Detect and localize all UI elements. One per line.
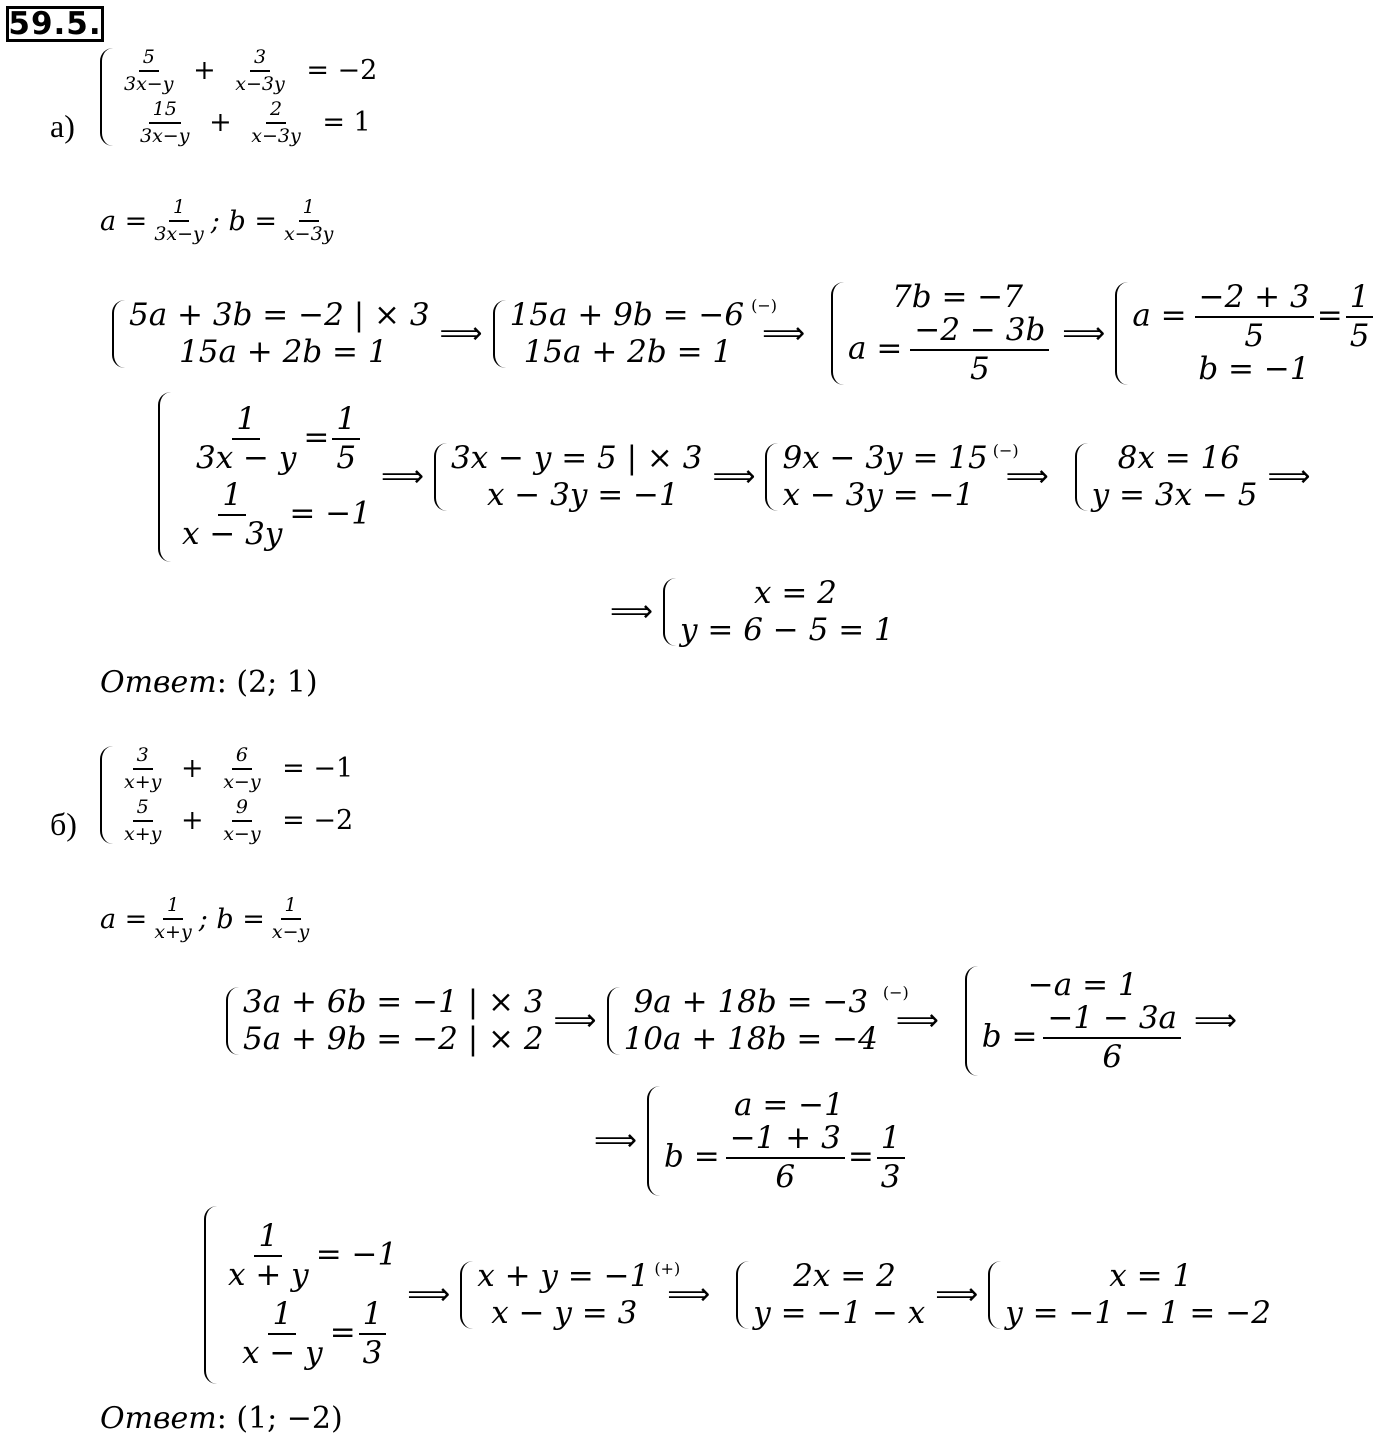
part-b-xy-chain: $\frac{1}{x + y}$ = −1 $\frac{1}{x - y}$ = $\frac{1}{3}$ ⟹ x + y = −1 x − y = 3 ⟹ (+) 2x = 2 y = −1 − x ⟹ x = 1 y = −1 − 1 = −2 bbox=[204, 1206, 1271, 1384]
add-marker: (+) bbox=[654, 1259, 681, 1278]
part-a-substitution: a = $\frac{1}{3x-y}$ ; b = $\frac{1}{x-3y}$ bbox=[100, 196, 334, 245]
implies-arrow: ⟹ bbox=[610, 594, 654, 629]
part-b-original-system: $\frac{3}{x+y}$ + $\frac{6}{x-y}$ = −1 $\frac{5}{x+y}$ + $\frac{9}{x-y}$ = −2 bbox=[100, 746, 353, 844]
part-b-linear-chain: 3a + 6b = −1 | × 3 5a + 9b = −2 | × 2 ⟹ 9a + 18b = −3 10a + 18b = −4 ⟹ (−) −a = 1 b = $\frac{-1 - 3a}{6}$ ⟹ bbox=[226, 966, 1247, 1076]
part-a-linear-chain: 5a + 3b = −2 | × 3 15a + 2b = 1 ⟹ 15a + 9b = −6 15a + 2b = 1 ⟹ (−) 7b = −7 a = $\frac{-2 - 3b}{5}$ ⟹ a = $\frac{-2 + 3}{5}$ = $\frac{1}{5}$ b = −1 bbox=[112, 282, 1376, 385]
part-a-xy-chain: $\frac{1}{3x - y}$ = $\frac{1}{5}$ $\frac{1}{x - 3y}$ = −1 ⟹ 3x − y = 5 | × 3 x − 3y = −1 ⟹ 9x − 3y = 15 x − 3y = −1 ⟹ (−) 8x = 16 y = 3x − 5 ⟹ bbox=[158, 392, 1320, 562]
implies-arrow: ⟹ bbox=[712, 459, 756, 494]
part-b-substitution: a = $\frac{1}{x+y}$ ; b = $\frac{1}{x-y}$ bbox=[100, 894, 310, 943]
part-b-ab-solution: ⟹ a = −1 b = $\frac{-1 + 3}{6}$ = $\frac{1}{3}$ bbox=[584, 1086, 908, 1196]
part-a-answer: Ответ: (2; 1) bbox=[100, 665, 318, 700]
subtract-marker: (−) bbox=[882, 983, 909, 1002]
implies-arrow: ⟹ bbox=[895, 1003, 939, 1038]
implies-arrow: ⟹ bbox=[380, 459, 424, 494]
subtract-marker: (−) bbox=[751, 295, 778, 315]
part-a-original-system: $\frac{5}{3x-y}$ + $\frac{3}{x-3y}$ = −2 $\frac{15}{3x-y}$ + $\frac{2}{x-3y}$ = 1 bbox=[100, 48, 377, 146]
implies-arrow: ⟹ bbox=[935, 1277, 979, 1312]
implies-arrow: ⟹ bbox=[1005, 459, 1049, 494]
subtract-marker: (−) bbox=[992, 441, 1019, 460]
implies-arrow: ⟹ bbox=[553, 1003, 597, 1038]
implies-arrow: ⟹ bbox=[1267, 459, 1311, 494]
part-b-label: б) bbox=[50, 806, 77, 842]
implies-arrow: ⟹ bbox=[407, 1277, 451, 1312]
implies-arrow: ⟹ bbox=[667, 1277, 711, 1312]
brace bbox=[100, 48, 113, 146]
part-a-final-system: ⟹ x = 2 y = 6 − 5 = 1 bbox=[610, 575, 894, 648]
implies-arrow: ⟹ bbox=[1194, 1003, 1238, 1038]
part-a-label: а) bbox=[50, 108, 75, 144]
implies-arrow: ⟹ bbox=[439, 315, 483, 351]
part-b-answer: Ответ: (1; −2) bbox=[100, 1401, 343, 1436]
problem-number: 59.5. bbox=[6, 6, 104, 42]
implies-arrow: ⟹ bbox=[762, 315, 806, 351]
implies-arrow: ⟹ bbox=[1062, 315, 1106, 351]
implies-arrow: ⟹ bbox=[594, 1123, 638, 1158]
